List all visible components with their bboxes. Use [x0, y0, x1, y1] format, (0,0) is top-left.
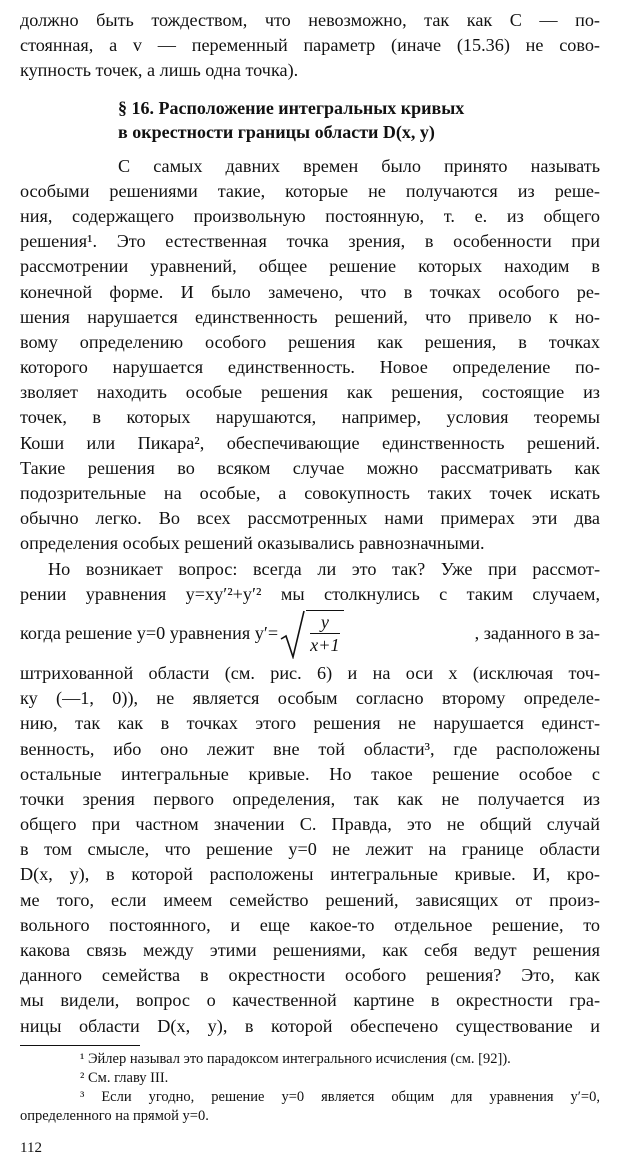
- text-line: данного семейства в окрестности особого решения? Это, как: [20, 965, 600, 986]
- formula-text-after: , заданного в за-: [474, 623, 600, 644]
- text-line: должно быть тождеством, что невозможно, так как C — по-: [20, 10, 600, 30]
- footnote-1: ¹ Эйлер называл это парадоксом интегрального исчисления (см. [92]).: [80, 1050, 511, 1067]
- text-line: остальные интегральные кривые. Но такое решение особое с: [20, 763, 600, 784]
- text-line: рассмотрении уравнений, общее решение которых находим в: [20, 256, 600, 277]
- formula-text-before: когда решение y=0 уравнения y′=: [20, 623, 279, 644]
- text-line: общего при частном значении C. Правда, это не общий случай: [20, 814, 600, 835]
- footnote-2: ² См. главу III.: [80, 1069, 169, 1086]
- text-line: Такие решения во всяком случае можно рассматривать как: [20, 457, 600, 478]
- text-line: зволяет находить особые решения как решения, состоящие из: [20, 382, 600, 403]
- text-line: вольного постоянного, и еще какое-то отдельное решение, то: [20, 914, 600, 935]
- text-line: точки зрения первого определения, так как не получается из: [20, 788, 600, 809]
- fraction-denominator: x+1: [310, 634, 340, 655]
- sqrt-formula: [280, 609, 343, 659]
- text-line: Коши или Пикара², обеспечивающие единственность решений.: [20, 432, 600, 453]
- paragraph-1: [20, 154, 600, 557]
- formula-line: [20, 607, 600, 661]
- footnote-3-cont: определенного на прямой y=0.: [20, 1107, 209, 1124]
- text-line: стоянная, а v — переменный параметр (иначе (15.36) не сово-: [20, 35, 600, 56]
- text-line: решения¹. Это естественная точка зрения, в особенности при: [20, 231, 600, 252]
- text-line: Но возникает вопрос: всегда ли это так? Уже при рассмот-: [48, 558, 600, 579]
- sqrt-sign-icon: [280, 609, 306, 659]
- text-line: которого нарушается единственность. Новое определение по-: [20, 357, 600, 378]
- text-line: ницы области D(x, y), в которой обеспечено существование и: [20, 1015, 600, 1036]
- footnote-divider: [20, 1045, 140, 1046]
- text-line: ния, содержащего произвольную постоянную, т. е. из общего: [20, 205, 600, 226]
- footnote-3: ³ Если угодно, решение y=0 является общим для уравнения y′=0,: [80, 1088, 600, 1105]
- text-line: определения особых решений оказывались равнозначными.: [20, 533, 485, 554]
- text-line: ме того, если имеем семейство решений, зависящих от произ-: [20, 889, 600, 910]
- text-line: особыми решениями такие, которые не получаются из реше-: [20, 180, 600, 201]
- text-line: ку (—1, 0)), не является особым согласно второму определе-: [20, 688, 600, 709]
- text-line: С самых давних времен было принято называть: [118, 155, 600, 176]
- text-line: конечной форме. И было замечено, что в точках особого ре-: [20, 281, 600, 302]
- paragraph-2: [20, 557, 600, 1039]
- text-line: обычно легко. Во всех рассмотренных нами примерах эти два: [20, 508, 600, 529]
- text-line: какова связь между этими решениями, как себя ведут решения: [20, 940, 600, 960]
- text-line: купность точек, а лишь одна точка).: [20, 60, 299, 81]
- book-page: [20, 8, 600, 1157]
- text-line: рении уравнения y=xy′²+y′² мы столкнулись с таким случаем,: [20, 583, 600, 604]
- text-line: D(x, y), в которой расположены интегральные кривые. И, кро-: [20, 864, 600, 885]
- text-line: в том смысле, что решение y=0 не лежит на границе области: [20, 839, 600, 860]
- section-heading: [118, 96, 600, 144]
- text-line: вому определению особого решения как решения, в точках: [20, 331, 600, 352]
- text-line: мы видели, вопрос о качественной картине в окрестности гра-: [20, 990, 600, 1011]
- text-line: нию, так как в точках этого решения не нарушается единст-: [20, 713, 600, 734]
- footnotes: [20, 1050, 600, 1126]
- text-line: шения нарушается единственность решений, что привело к но-: [20, 306, 600, 327]
- text-line: точек, в которых нарушаются, например, условия теоремы: [20, 407, 600, 428]
- page-number: 112: [20, 1139, 42, 1156]
- text-line: венность, ибо оно лежит вне той области³, где расположены: [20, 738, 600, 759]
- top-paragraph: [20, 8, 600, 84]
- section-heading-line1: § 16. Расположение интегральных кривых: [118, 97, 465, 118]
- fraction-numerator: y: [320, 611, 329, 632]
- text-line: штрихованной области (см. рис. 6) и на оси x (исключая точ-: [20, 662, 600, 683]
- section-heading-line2: в окрестности границы области D(x, y): [118, 121, 435, 142]
- text-line: подозрительные на особые, а совокупность таких точек искать: [20, 483, 600, 503]
